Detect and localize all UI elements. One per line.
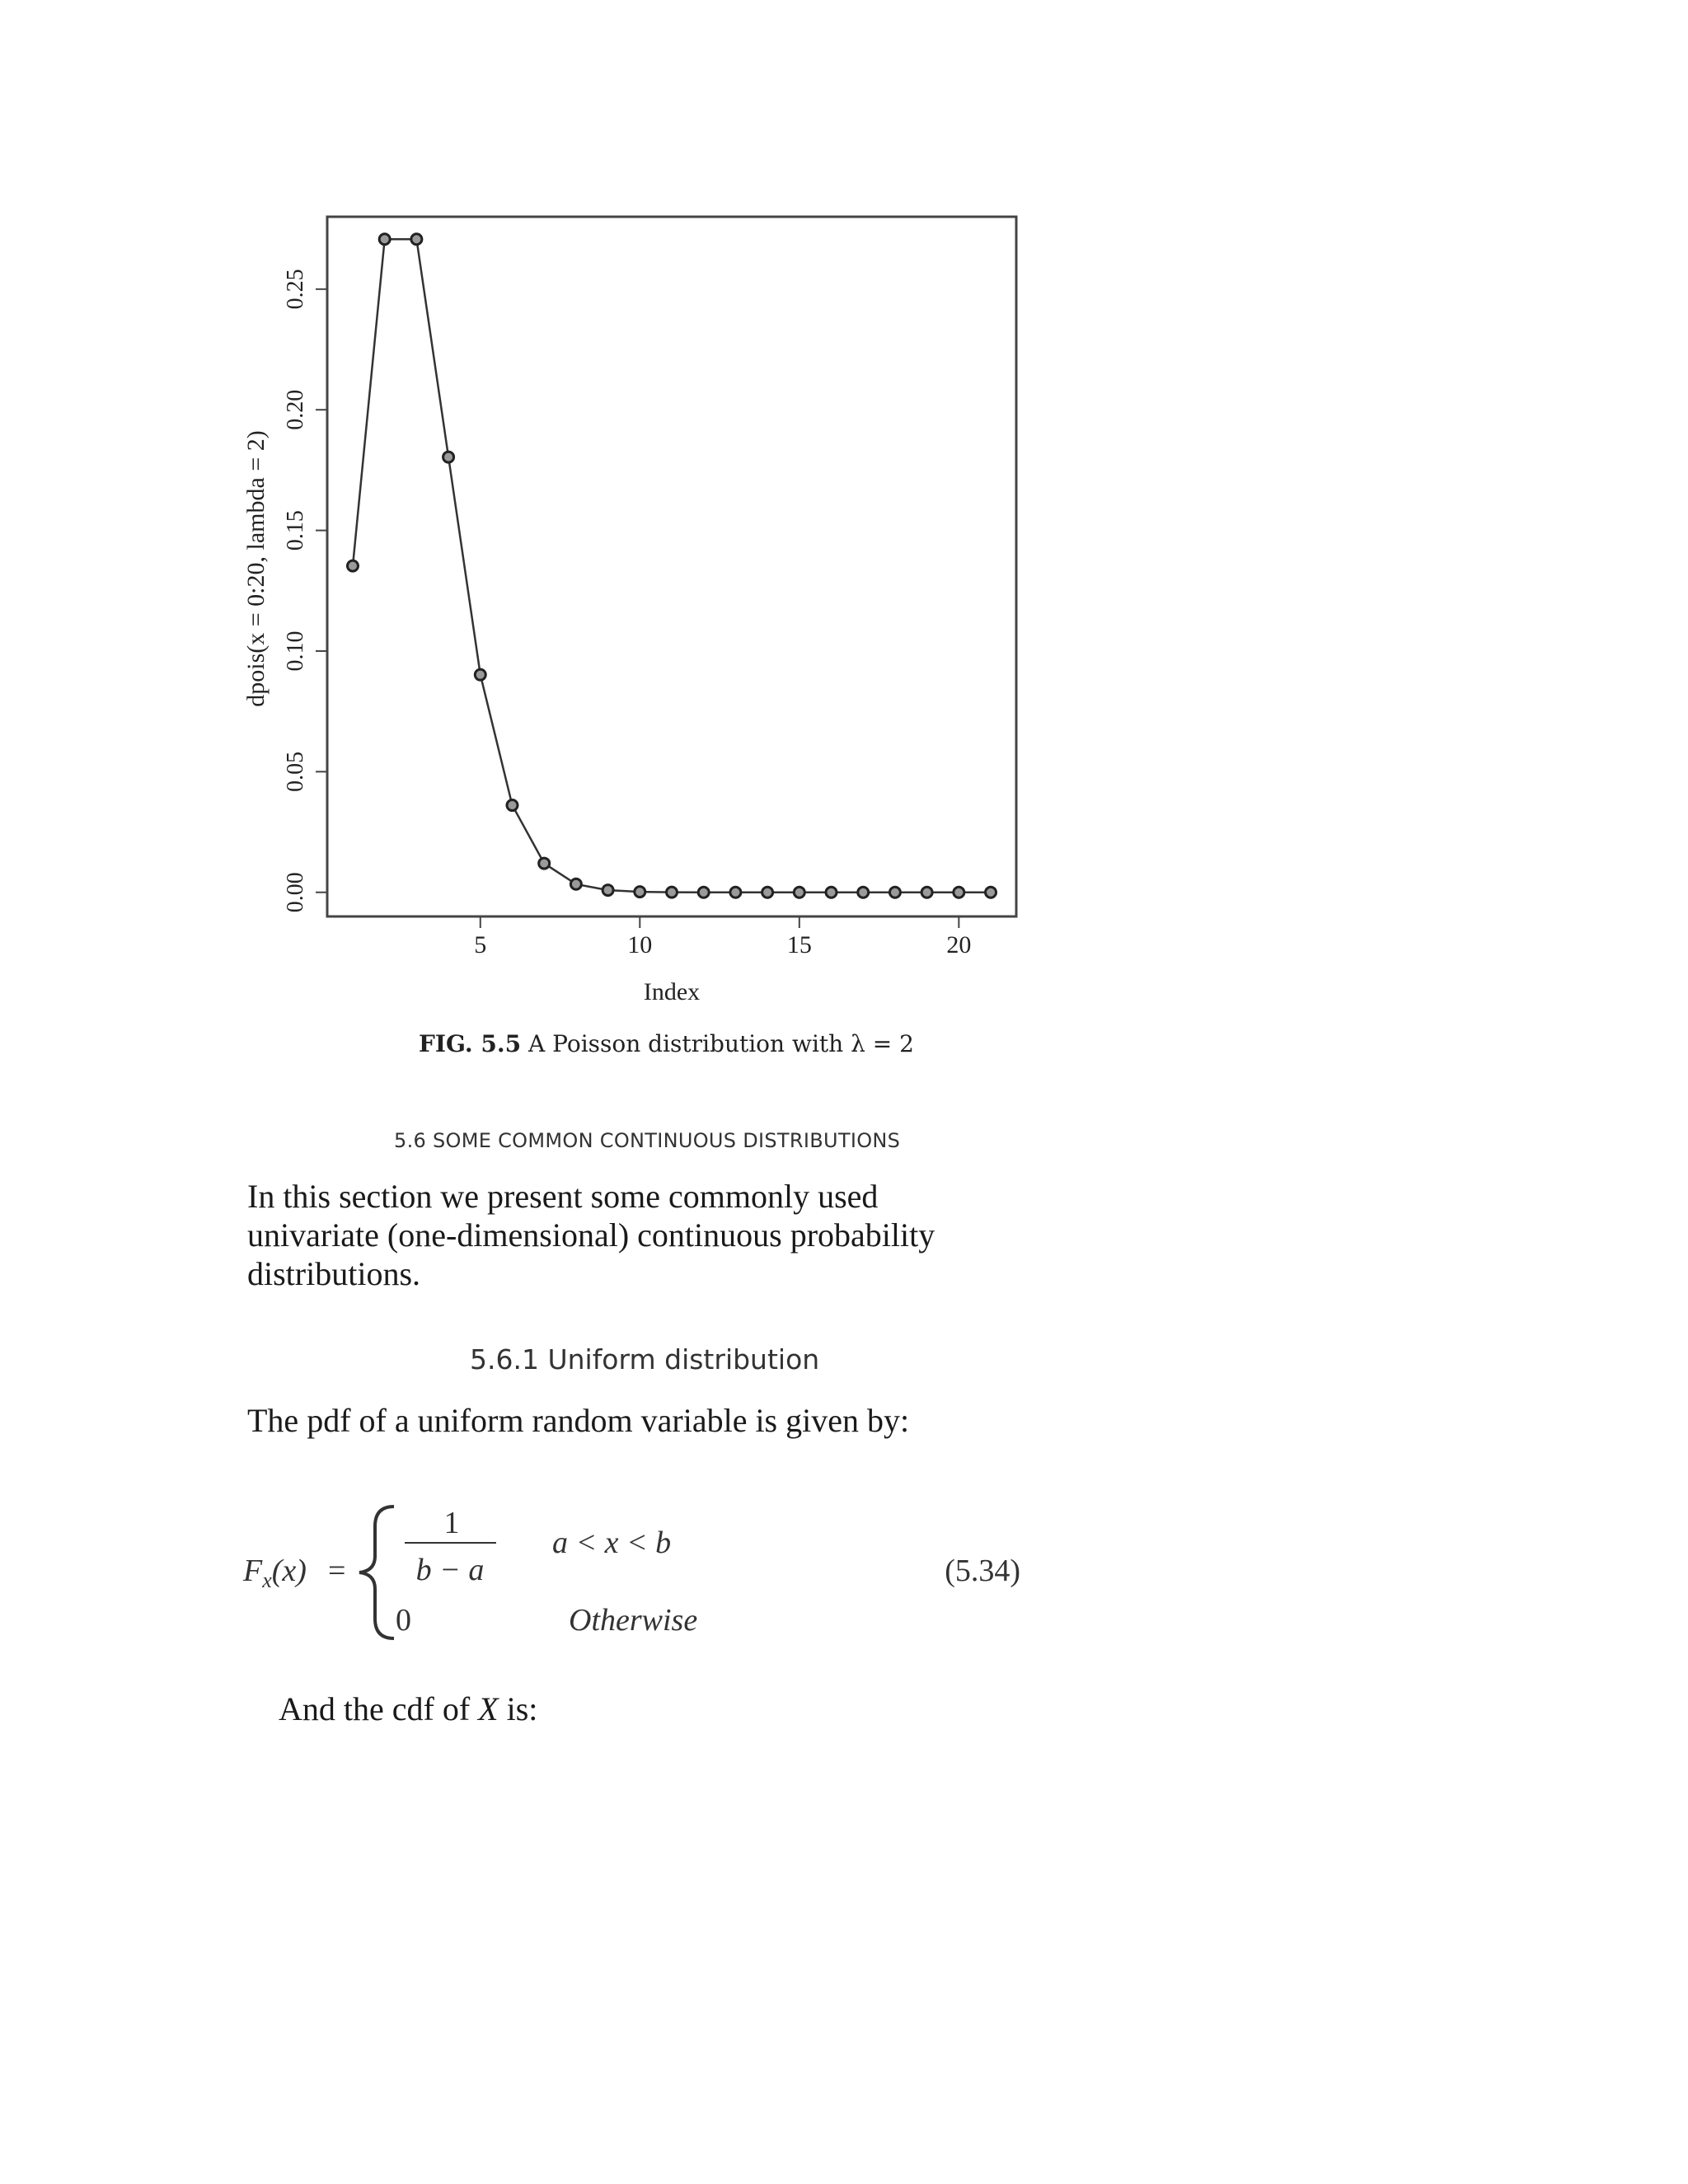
section-heading: 5.6 SOME COMMON CONTINUOUS DISTRIBUTIONS bbox=[394, 1129, 901, 1152]
otherwise-label: Otherwise bbox=[569, 1603, 698, 1638]
pdf-intro-text: The pdf of a uniform random variable is given by: bbox=[247, 1402, 910, 1439]
left-brace bbox=[359, 1507, 394, 1638]
lhs-argument: (x) bbox=[271, 1554, 307, 1588]
x-tick-label: 5 bbox=[474, 931, 487, 958]
equals-sign: = bbox=[328, 1554, 346, 1588]
lhs-function: F bbox=[243, 1554, 263, 1588]
lhs-subscript: x bbox=[262, 1568, 272, 1592]
figure-label: FIG. 5.5 bbox=[419, 1030, 522, 1057]
x-tick-label: 10 bbox=[627, 931, 653, 958]
x-tick-label: 20 bbox=[946, 931, 972, 958]
y-tick-label: 0.20 bbox=[283, 389, 308, 430]
x-tick-label: 15 bbox=[786, 931, 812, 958]
fraction-numerator: 1 bbox=[443, 1506, 460, 1540]
fraction-denominator: b − a bbox=[415, 1553, 485, 1587]
y-tick-label: 0.10 bbox=[283, 630, 308, 672]
cdf-variable: X bbox=[478, 1690, 499, 1727]
condition: a < x < b bbox=[552, 1526, 672, 1560]
y-tick-label: 0.05 bbox=[283, 751, 308, 792]
subsection-heading: 5.6.1 Uniform distribution bbox=[470, 1343, 820, 1376]
y-axis-label: dpois(x = 0:20, lambda = 2) bbox=[242, 430, 270, 707]
cdf-suffix: is: bbox=[498, 1690, 538, 1727]
x-axis-label: Index bbox=[643, 978, 701, 1005]
y-tick-label: 0.15 bbox=[283, 510, 308, 551]
y-tick-label: 0.00 bbox=[283, 872, 308, 913]
equation-number: (5.34) bbox=[945, 1554, 1020, 1588]
equation-lhs bbox=[242, 1554, 307, 1592]
cdf-intro-text bbox=[279, 1690, 537, 1728]
intro-paragraph: In this section we present some commonly used univariate (one-dimensional) continuous probability distributions. bbox=[247, 1178, 935, 1292]
figure-caption-text: A Poisson distribution with λ = 2 bbox=[521, 1030, 914, 1057]
zero-value: 0 bbox=[396, 1603, 411, 1638]
y-tick-label: 0.25 bbox=[283, 269, 308, 310]
cdf-prefix: And the cdf of bbox=[279, 1690, 479, 1727]
